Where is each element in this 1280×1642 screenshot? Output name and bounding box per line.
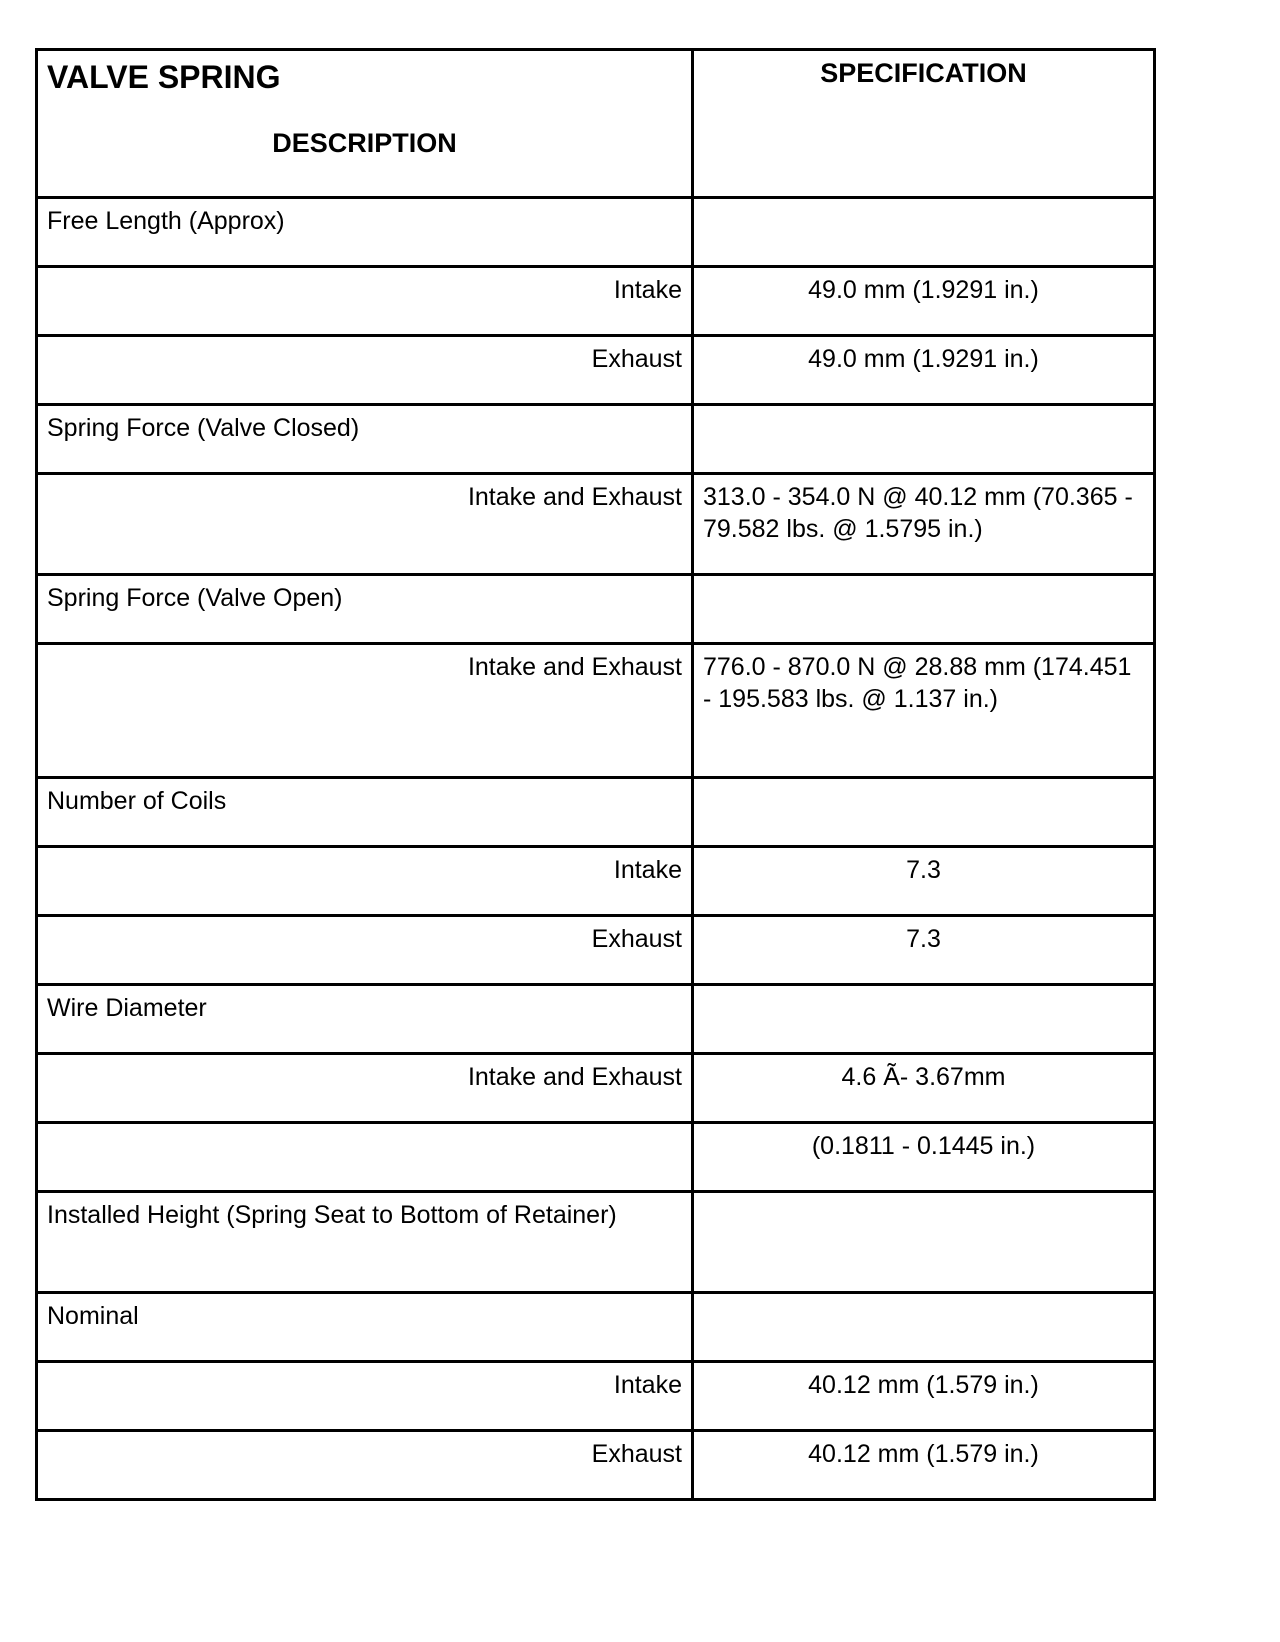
description-cell: Intake and Exhaust — [37, 1054, 693, 1123]
table-header-row — [37, 50, 1155, 198]
table-row — [37, 575, 1155, 644]
table-row — [37, 1431, 1155, 1500]
valve-spring-spec-table — [35, 48, 1156, 1501]
specification-header-cell — [693, 50, 1155, 198]
description-cell: Intake — [37, 267, 693, 336]
specification-cell — [693, 778, 1155, 847]
specification-cell: 313.0 - 354.0 N @ 40.12 mm (70.365 - 79.582 lbs. @ 1.5795 in.) — [693, 474, 1155, 575]
table-row — [37, 985, 1155, 1054]
table-row — [37, 267, 1155, 336]
description-cell: Number of Coils — [37, 778, 693, 847]
description-cell: Nominal — [37, 1293, 693, 1362]
description-cell: Wire Diameter — [37, 985, 693, 1054]
specification-column-header: SPECIFICATION — [820, 58, 1027, 88]
specification-cell: 49.0 mm (1.9291 in.) — [693, 336, 1155, 405]
specification-cell: 7.3 — [693, 847, 1155, 916]
specification-cell: 4.6 Ã- 3.67mm — [693, 1054, 1155, 1123]
description-cell: Installed Height (Spring Seat to Bottom of Retainer) — [37, 1192, 693, 1293]
table-row — [37, 1362, 1155, 1431]
specification-cell: 7.3 — [693, 916, 1155, 985]
description-cell: Spring Force (Valve Closed) — [37, 405, 693, 474]
description-cell: Exhaust — [37, 916, 693, 985]
description-cell: Exhaust — [37, 1431, 693, 1500]
description-header-cell — [37, 50, 693, 198]
specification-cell — [693, 198, 1155, 267]
table-row — [37, 778, 1155, 847]
description-cell: Intake and Exhaust — [37, 644, 693, 778]
specification-cell — [693, 405, 1155, 474]
specification-cell: (0.1811 - 0.1445 in.) — [693, 1123, 1155, 1192]
specification-cell — [693, 985, 1155, 1054]
table-row — [37, 198, 1155, 267]
table-row — [37, 847, 1155, 916]
specification-cell: 49.0 mm (1.9291 in.) — [693, 267, 1155, 336]
description-cell: Intake and Exhaust — [37, 474, 693, 575]
table-row — [37, 1123, 1155, 1192]
description-cell: Intake — [37, 1362, 693, 1431]
description-cell: Spring Force (Valve Open) — [37, 575, 693, 644]
table-row — [37, 916, 1155, 985]
description-cell: Exhaust — [37, 336, 693, 405]
description-column-header: DESCRIPTION — [272, 128, 457, 158]
description-cell — [37, 1123, 693, 1192]
table-row — [37, 405, 1155, 474]
table-title: VALVE SPRING — [47, 59, 281, 95]
table-body — [37, 50, 1155, 1500]
specification-cell — [693, 1293, 1155, 1362]
table-row — [37, 336, 1155, 405]
specification-cell: 40.12 mm (1.579 in.) — [693, 1362, 1155, 1431]
description-cell: Free Length (Approx) — [37, 198, 693, 267]
specification-cell — [693, 1192, 1155, 1293]
table-row — [37, 1192, 1155, 1293]
table-row — [37, 474, 1155, 575]
specification-cell: 40.12 mm (1.579 in.) — [693, 1431, 1155, 1500]
specification-cell: 776.0 - 870.0 N @ 28.88 mm (174.451 - 195.583 lbs. @ 1.137 in.) — [693, 644, 1155, 778]
specification-cell — [693, 575, 1155, 644]
table-row — [37, 644, 1155, 778]
description-cell: Intake — [37, 847, 693, 916]
table-row — [37, 1293, 1155, 1362]
table-row — [37, 1054, 1155, 1123]
